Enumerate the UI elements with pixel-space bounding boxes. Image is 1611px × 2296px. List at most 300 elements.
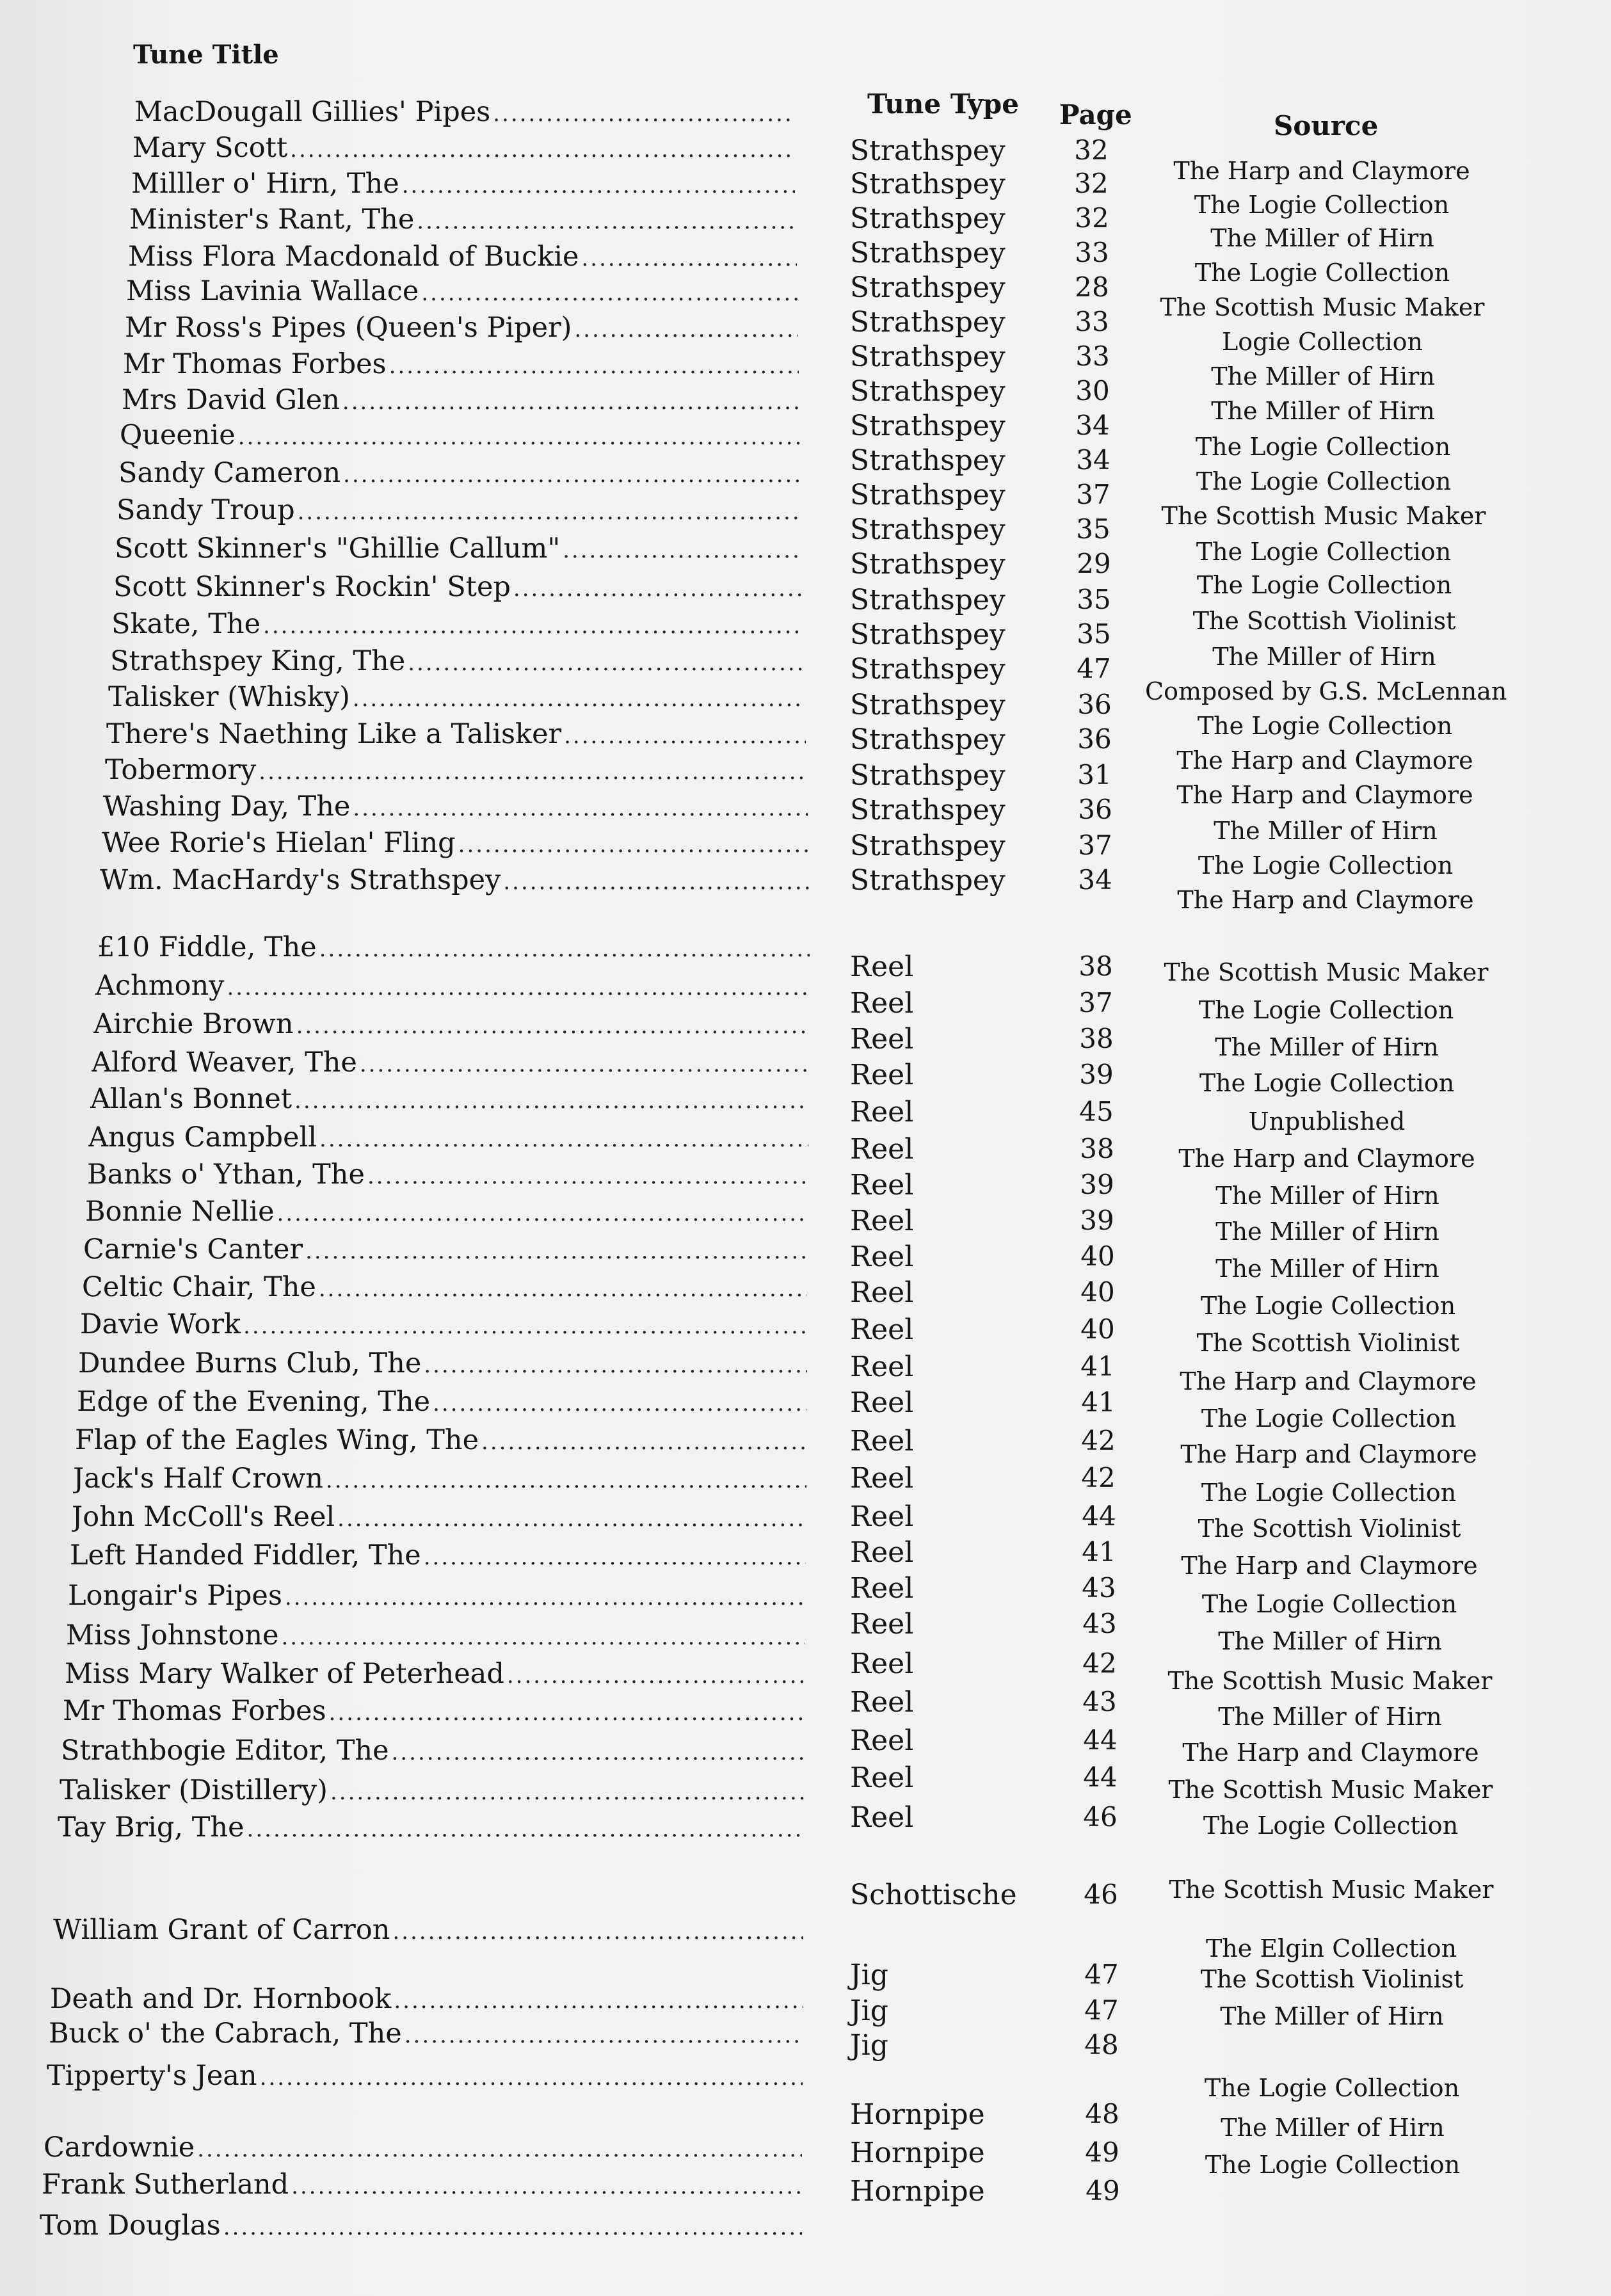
tune-source: The Harp and Claymore — [1173, 157, 1470, 185]
tune-type: Reel — [850, 1425, 914, 1457]
dot-leader — [238, 424, 800, 450]
tune-page-number: 39 — [1080, 1205, 1114, 1236]
tune-title-entry — [113, 571, 803, 607]
tune-page-number: 43 — [1082, 1572, 1116, 1603]
tune-page-number: 36 — [1077, 689, 1112, 720]
tune-page-number: 38 — [1080, 1133, 1114, 1164]
tune-title-entry — [80, 1308, 807, 1344]
tune-source: The Miller of Hirn — [1210, 224, 1434, 252]
tune-type: Reel — [850, 1240, 914, 1273]
tune-type: Reel — [850, 987, 914, 1020]
tune-title-entry — [120, 419, 800, 455]
tune-type: Strathspey — [850, 618, 1006, 651]
tune-title: Miss Mary Walker of Peterhead — [65, 1658, 504, 1690]
tune-title-entry — [53, 1914, 803, 1950]
dot-leader — [424, 1545, 806, 1570]
tune-page-number: 35 — [1076, 513, 1110, 545]
tune-page-number: 43 — [1082, 1686, 1117, 1717]
tune-type: Hornpipe — [850, 2137, 985, 2169]
tune-page-number: 32 — [1074, 134, 1109, 166]
tune-type: Strathspey — [850, 830, 1006, 862]
tune-page-number: 46 — [1084, 1879, 1118, 1910]
tune-title: John McColl's Reel — [72, 1501, 335, 1533]
tune-title: Dundee Burns Club, The — [78, 1347, 422, 1379]
tune-type: Schottische — [850, 1879, 1017, 1911]
tune-type: Strathspey — [850, 548, 1006, 581]
tune-page-number: 34 — [1075, 410, 1110, 441]
tune-type: Reel — [850, 1133, 914, 1166]
tune-type: Strathspey — [850, 168, 1006, 200]
tune-type: Strathspey — [850, 375, 1006, 408]
tune-source: Unpublished — [1248, 1107, 1406, 1136]
tune-source: The Miller of Hirn — [1221, 2114, 1445, 2142]
tune-type: Strathspey — [850, 794, 1006, 826]
tune-title: Buck o' the Cabrach, The — [49, 2018, 402, 2050]
dot-leader — [243, 1313, 807, 1339]
tune-source: The Scottish Violinist — [1192, 607, 1456, 635]
tune-title-entry — [50, 1983, 803, 2019]
header-tune-type: Tune Type — [867, 88, 1019, 120]
tune-page-number: 49 — [1086, 2175, 1120, 2206]
tune-source: The Miller of Hirn — [1215, 1255, 1439, 1283]
tune-title: Angus Campbell — [88, 1121, 317, 1153]
tune-type: Strathspey — [850, 306, 1006, 339]
tune-title-entry — [77, 1386, 806, 1422]
dot-leader — [458, 832, 808, 858]
tune-type: Reel — [850, 1686, 914, 1719]
header-page: Page — [1059, 99, 1132, 131]
tune-type: Reel — [850, 1059, 914, 1091]
dot-leader — [296, 1013, 809, 1039]
dot-leader — [433, 1391, 806, 1417]
tune-type: Reel — [850, 1276, 914, 1309]
tune-page-number: 38 — [1078, 951, 1113, 982]
tune-title-entry — [40, 2210, 802, 2245]
tune-source: The Harp and Claymore — [1182, 1738, 1479, 1767]
dot-leader — [197, 2137, 802, 2162]
tune-title: Miss Flora Macdonald of Buckie — [128, 241, 579, 273]
tune-title: Miss Johnstone — [66, 1619, 279, 1651]
tune-source: The Logie Collection — [1197, 712, 1453, 740]
dot-leader — [394, 1988, 803, 2014]
tune-source: The Logie Collection — [1201, 1479, 1457, 1507]
tune-title: William Grant of Carron — [53, 1914, 390, 1946]
tune-type: Strathspey — [850, 723, 1006, 756]
tune-title-entry — [108, 681, 805, 717]
tune-page-number: 39 — [1080, 1169, 1114, 1200]
tune-source: The Logie Collection — [1196, 467, 1452, 495]
dot-leader — [389, 353, 799, 379]
tune-title-entry — [88, 1121, 808, 1157]
tune-title-entry — [63, 1695, 805, 1731]
tune-source: The Scottish Music Maker — [1169, 1875, 1494, 1904]
dot-leader — [408, 650, 805, 676]
tune-title: Talisker (Distillery) — [60, 1774, 328, 1806]
tune-source: The Logie Collection — [1201, 1590, 1457, 1618]
tune-title-entry — [75, 1424, 806, 1460]
tune-title-entry — [66, 1619, 805, 1655]
tune-title: Miss Lavinia Wallace — [126, 275, 419, 307]
tune-title-entry — [123, 348, 799, 384]
tune-title-entry — [125, 312, 798, 348]
tune-source: The Scottish Violinist — [1196, 1329, 1460, 1357]
tune-title-entry — [116, 494, 801, 530]
tune-page-number: 46 — [1083, 1801, 1118, 1833]
tune-page-number: 30 — [1075, 375, 1110, 406]
tune-page-number: 44 — [1082, 1500, 1116, 1532]
tune-title-entry — [111, 608, 804, 644]
tune-type: Strathspey — [850, 410, 1006, 442]
tune-page-number: 41 — [1080, 1351, 1115, 1382]
tune-title-entry — [68, 1580, 806, 1616]
tune-page-number: 37 — [1076, 479, 1110, 510]
tune-type: Strathspey — [850, 864, 1006, 897]
tune-page-number: 35 — [1077, 618, 1111, 650]
tune-title-entry — [70, 1539, 806, 1575]
tune-page-number: 32 — [1074, 168, 1109, 199]
tune-title: Talisker (Whisky) — [108, 681, 350, 713]
tune-type: Hornpipe — [850, 2098, 985, 2131]
tune-title: Airchie Brown — [93, 1008, 294, 1040]
tune-title-entry — [49, 2018, 803, 2053]
dot-leader — [574, 317, 798, 342]
tune-title-entry — [115, 533, 803, 568]
tune-type: Reel — [850, 1386, 914, 1419]
tune-page-number: 48 — [1085, 2098, 1119, 2130]
tune-source: The Scottish Music Maker — [1167, 1667, 1493, 1695]
dot-leader — [513, 576, 803, 602]
tune-page-number: 42 — [1082, 1648, 1117, 1679]
tune-type: Reel — [850, 1536, 914, 1569]
tune-source: The Logie Collection — [1194, 259, 1450, 287]
tune-type: Reel — [850, 1023, 914, 1056]
tune-source: The Miller of Hirn — [1211, 397, 1435, 425]
tune-type: Reel — [850, 1572, 914, 1605]
tune-type: Strathspey — [850, 237, 1006, 269]
tune-title: Alford Weaver, The — [92, 1047, 357, 1079]
tune-page-number: 40 — [1080, 1313, 1115, 1345]
dot-leader — [417, 209, 796, 234]
tune-title: £10 Fiddle, The — [97, 931, 317, 963]
tune-title: Mary Scott — [132, 132, 288, 164]
tune-title: Tom Douglas — [40, 2210, 221, 2242]
dot-leader — [260, 2065, 803, 2091]
tune-source: The Miller of Hirn — [1214, 817, 1438, 845]
dot-leader — [259, 759, 807, 785]
tune-page-number: 47 — [1084, 1959, 1119, 1990]
tune-type: Reel — [850, 1351, 914, 1383]
dot-leader — [247, 1817, 804, 1842]
tune-title-entry — [103, 791, 808, 826]
tune-title-entry — [47, 2060, 803, 2096]
tune-title: Scott Skinner's Rockin' Step — [113, 571, 511, 603]
dot-leader — [305, 1239, 808, 1264]
tune-type: Strathspey — [850, 653, 1006, 686]
tune-type: Reel — [850, 1762, 914, 1794]
tune-title-entry — [97, 931, 810, 967]
tune-title: Tipperty's Jean — [47, 2060, 257, 2092]
tune-title: Jack's Half Crown — [73, 1463, 323, 1495]
tune-page-number: 31 — [1077, 759, 1112, 791]
tune-title-entry — [65, 1658, 805, 1694]
tune-type: Reel — [850, 1096, 914, 1128]
tune-source: The Miller of Hirn — [1215, 1033, 1439, 1061]
dot-leader — [481, 1429, 806, 1455]
dot-leader — [402, 173, 795, 198]
tune-title: Banks o' Ythan, The — [87, 1159, 365, 1191]
tune-page-number: 47 — [1077, 653, 1111, 684]
tune-title: MacDougall Gillies' Pipes — [134, 96, 491, 128]
tune-source: The Logie Collection — [1196, 571, 1452, 599]
dot-leader — [493, 101, 794, 127]
tune-type: Strathspey — [850, 202, 1006, 235]
header-source: Source — [1274, 110, 1379, 141]
tune-page-number: 32 — [1075, 202, 1109, 234]
dot-leader — [353, 796, 808, 821]
tune-page-number: 49 — [1085, 2137, 1119, 2168]
tune-title: Death and Dr. Hornbook — [50, 1983, 392, 2015]
tune-source: The Logie Collection — [1195, 433, 1451, 461]
dot-leader — [392, 1740, 805, 1765]
tune-source: The Logie Collection — [1198, 851, 1454, 879]
tune-title-entry — [122, 384, 799, 420]
tune-page-number: 39 — [1079, 1059, 1114, 1090]
tune-type: Strathspey — [850, 444, 1006, 477]
tune-title-entry — [93, 1008, 809, 1044]
tune-page-number: 42 — [1081, 1425, 1116, 1456]
tune-page-number: 43 — [1082, 1608, 1117, 1639]
tune-source: The Logie Collection — [1205, 2151, 1461, 2179]
tune-source: The Harp and Claymore — [1180, 1440, 1477, 1468]
tune-source: The Logie Collection — [1196, 538, 1452, 566]
tune-page-number: 37 — [1078, 987, 1113, 1018]
tune-title: There's Naething Like a Talisker — [106, 718, 562, 750]
tune-title: Edge of the Evening, The — [77, 1386, 431, 1418]
tune-type: Jig — [850, 2029, 888, 2062]
dot-leader — [360, 1052, 809, 1077]
tune-source: Composed by G.S. McLennan — [1145, 677, 1507, 705]
tune-page-number: 41 — [1082, 1536, 1116, 1568]
dot-leader — [263, 613, 804, 639]
tune-title: Flap of the Eagles Wing, The — [75, 1424, 479, 1456]
tune-source: The Logie Collection — [1200, 1292, 1456, 1320]
tune-page-number: 36 — [1077, 723, 1112, 755]
tune-source: The Elgin Collection — [1205, 1934, 1457, 1963]
tune-type: Reel — [850, 1801, 914, 1834]
tune-type: Reel — [850, 1313, 914, 1346]
tune-title-entry — [58, 1811, 804, 1847]
tune-title-entry — [90, 1083, 808, 1119]
tune-title: Left Handed Fiddler, The — [70, 1539, 421, 1571]
tune-page-number: 47 — [1084, 1995, 1119, 2026]
dot-leader — [326, 1468, 806, 1493]
dot-leader — [392, 1919, 803, 1945]
tune-source: The Harp and Claymore — [1176, 746, 1473, 775]
tune-title: Strathspey King, The — [110, 645, 406, 677]
tune-source: The Logie Collection — [1198, 996, 1454, 1024]
dot-leader — [294, 1088, 808, 1114]
tune-title-entry — [78, 1347, 807, 1383]
tune-source: The Logie Collection — [1204, 2074, 1460, 2102]
tune-source: The Logie Collection — [1203, 1811, 1459, 1840]
tune-title: Carnie's Canter — [83, 1233, 303, 1265]
tune-source: The Miller of Hirn — [1215, 1182, 1439, 1210]
tune-title: Mr Ross's Pipes (Queen's Piper) — [125, 312, 572, 344]
tune-title-entry — [73, 1463, 806, 1498]
tune-title: Minister's Rant, The — [129, 204, 415, 236]
tune-title: Milller o' Hirn, The — [131, 168, 399, 200]
tune-title: Cardownie — [44, 2131, 195, 2164]
tune-title-entry — [128, 241, 797, 277]
tune-title-entry — [134, 96, 794, 132]
tune-title: Skate, The — [111, 608, 261, 640]
tune-source: The Logie Collection — [1201, 1404, 1457, 1433]
tune-page-number: 40 — [1080, 1276, 1115, 1308]
dot-leader — [563, 538, 803, 563]
tune-source: The Harp and Claymore — [1177, 886, 1474, 914]
tune-source: The Miller of Hirn — [1215, 1217, 1439, 1246]
tune-title: Scott Skinner's "Ghillie Callum" — [115, 533, 561, 565]
tune-page-number: 41 — [1081, 1386, 1116, 1418]
tune-source: The Miller of Hirn — [1211, 362, 1435, 390]
tune-page-number: 38 — [1079, 1023, 1114, 1054]
tune-title-entry — [61, 1735, 805, 1770]
dot-leader — [337, 1506, 806, 1532]
dot-leader — [367, 1164, 808, 1189]
dot-leader — [564, 723, 806, 749]
tune-source: The Harp and Claymore — [1180, 1367, 1477, 1395]
tune-page-number: 44 — [1083, 1724, 1118, 1756]
tune-page-number: 29 — [1077, 548, 1111, 579]
tune-title-entry — [100, 864, 809, 900]
header-tune-title: Tune Title — [133, 40, 279, 70]
tune-page-number: 34 — [1076, 444, 1110, 476]
tune-title-entry — [82, 1271, 807, 1307]
tune-title: Wm. MacHardy's Strathspey — [100, 864, 501, 896]
tune-title-entry — [118, 457, 801, 493]
tune-source: The Scottish Music Maker — [1161, 502, 1486, 530]
dot-leader — [291, 2174, 802, 2199]
dot-leader — [223, 2215, 802, 2240]
tune-title: Sandy Troup — [116, 494, 295, 526]
dot-leader — [285, 1585, 806, 1610]
dot-leader — [424, 1353, 807, 1378]
tune-type: Strathspey — [850, 271, 1006, 304]
tune-source: The Logie Collection — [1194, 191, 1450, 219]
tune-title-entry — [129, 204, 796, 239]
tune-page-number: 45 — [1079, 1096, 1114, 1127]
tune-title: Achmony — [95, 970, 225, 1002]
tune-page-number: 33 — [1075, 237, 1109, 268]
tune-title: Mrs David Glen — [122, 384, 340, 416]
tune-type: Strathspey — [850, 759, 1006, 792]
tune-title-entry — [126, 275, 797, 311]
tune-page-number: 35 — [1077, 584, 1111, 615]
tune-type: Strathspey — [850, 689, 1006, 721]
tune-type: Reel — [850, 1462, 914, 1495]
tune-source: The Miller of Hirn — [1218, 1627, 1442, 1655]
dot-leader — [319, 936, 810, 962]
tune-title: Allan's Bonnet — [90, 1083, 293, 1115]
tune-source: The Miller of Hirn — [1218, 1703, 1442, 1731]
tune-type: Reel — [850, 951, 914, 983]
tune-title-entry — [72, 1501, 806, 1537]
tune-type: Reel — [850, 1205, 914, 1237]
tune-source: The Scottish Music Maker — [1168, 1776, 1493, 1804]
tune-title: Tay Brig, The — [58, 1811, 244, 1843]
tune-source: Logie Collection — [1222, 328, 1423, 356]
tune-source: The Miller of Hirn — [1212, 643, 1436, 671]
tune-title: Mr Thomas Forbes — [123, 348, 387, 380]
tune-title: Washing Day, The — [103, 791, 351, 823]
dot-leader — [503, 869, 809, 895]
tune-title-entry — [42, 2169, 802, 2204]
dot-leader — [319, 1127, 808, 1152]
dot-leader — [342, 389, 799, 415]
tune-source: The Logie Collection — [1199, 1069, 1455, 1097]
tune-type: Strathspey — [850, 341, 1006, 373]
dot-leader — [507, 1663, 805, 1689]
dot-leader — [421, 280, 797, 306]
dot-leader — [281, 1625, 805, 1650]
tune-title-entry — [60, 1774, 805, 1810]
tune-page-number: 33 — [1075, 341, 1110, 372]
dot-leader — [227, 975, 809, 1000]
tune-type: Strathspey — [850, 513, 1006, 546]
tune-title: Strathbogie Editor, The — [61, 1735, 389, 1767]
dot-leader — [353, 686, 805, 712]
tune-source: The Miller of Hirn — [1220, 2002, 1444, 2030]
tune-type: Jig — [850, 1959, 888, 1991]
tune-title-entry — [132, 132, 794, 168]
tune-title-entry — [92, 1047, 809, 1082]
tune-title-entry — [102, 827, 808, 863]
tune-title: Tobermory — [105, 754, 257, 786]
tune-title: Mr Thomas Forbes — [63, 1695, 326, 1727]
dot-leader — [330, 1779, 805, 1805]
tune-title: Celtic Chair, The — [82, 1271, 316, 1303]
tune-title-entry — [105, 754, 807, 790]
dot-leader — [343, 462, 801, 488]
tune-title: Davie Work — [80, 1308, 241, 1340]
tune-title-entry — [44, 2131, 802, 2167]
tune-page-number: 44 — [1083, 1762, 1118, 1793]
tune-source: The Scottish Music Maker — [1164, 958, 1489, 986]
tune-type: Strathspey — [850, 134, 1006, 167]
tune-source: The Scottish Music Maker — [1160, 293, 1485, 321]
tune-page-number: 48 — [1084, 2029, 1119, 2060]
tune-title: Frank Sutherland — [42, 2169, 289, 2201]
tune-type: Strathspey — [850, 479, 1006, 511]
tune-type: Reel — [850, 1724, 914, 1757]
tune-source: The Scottish Violinist — [1200, 1965, 1464, 1993]
tune-page-number: 34 — [1078, 864, 1112, 895]
dot-leader — [290, 137, 794, 163]
tune-type: Hornpipe — [850, 2175, 985, 2208]
tune-source: The Harp and Claymore — [1181, 1552, 1478, 1580]
tune-source: The Harp and Claymore — [1176, 781, 1473, 809]
tune-type: Reel — [850, 1169, 914, 1201]
tune-title: Longair's Pipes — [68, 1580, 282, 1612]
tune-page-number: 42 — [1081, 1462, 1116, 1493]
tune-type: Reel — [850, 1648, 914, 1680]
tune-page-number: 28 — [1075, 271, 1109, 303]
tune-source: The Scottish Violinist — [1198, 1514, 1461, 1543]
tune-type: Reel — [850, 1500, 914, 1533]
tune-source: The Harp and Claymore — [1178, 1144, 1475, 1173]
tune-title-entry — [95, 970, 809, 1006]
tune-title-entry — [87, 1159, 808, 1194]
